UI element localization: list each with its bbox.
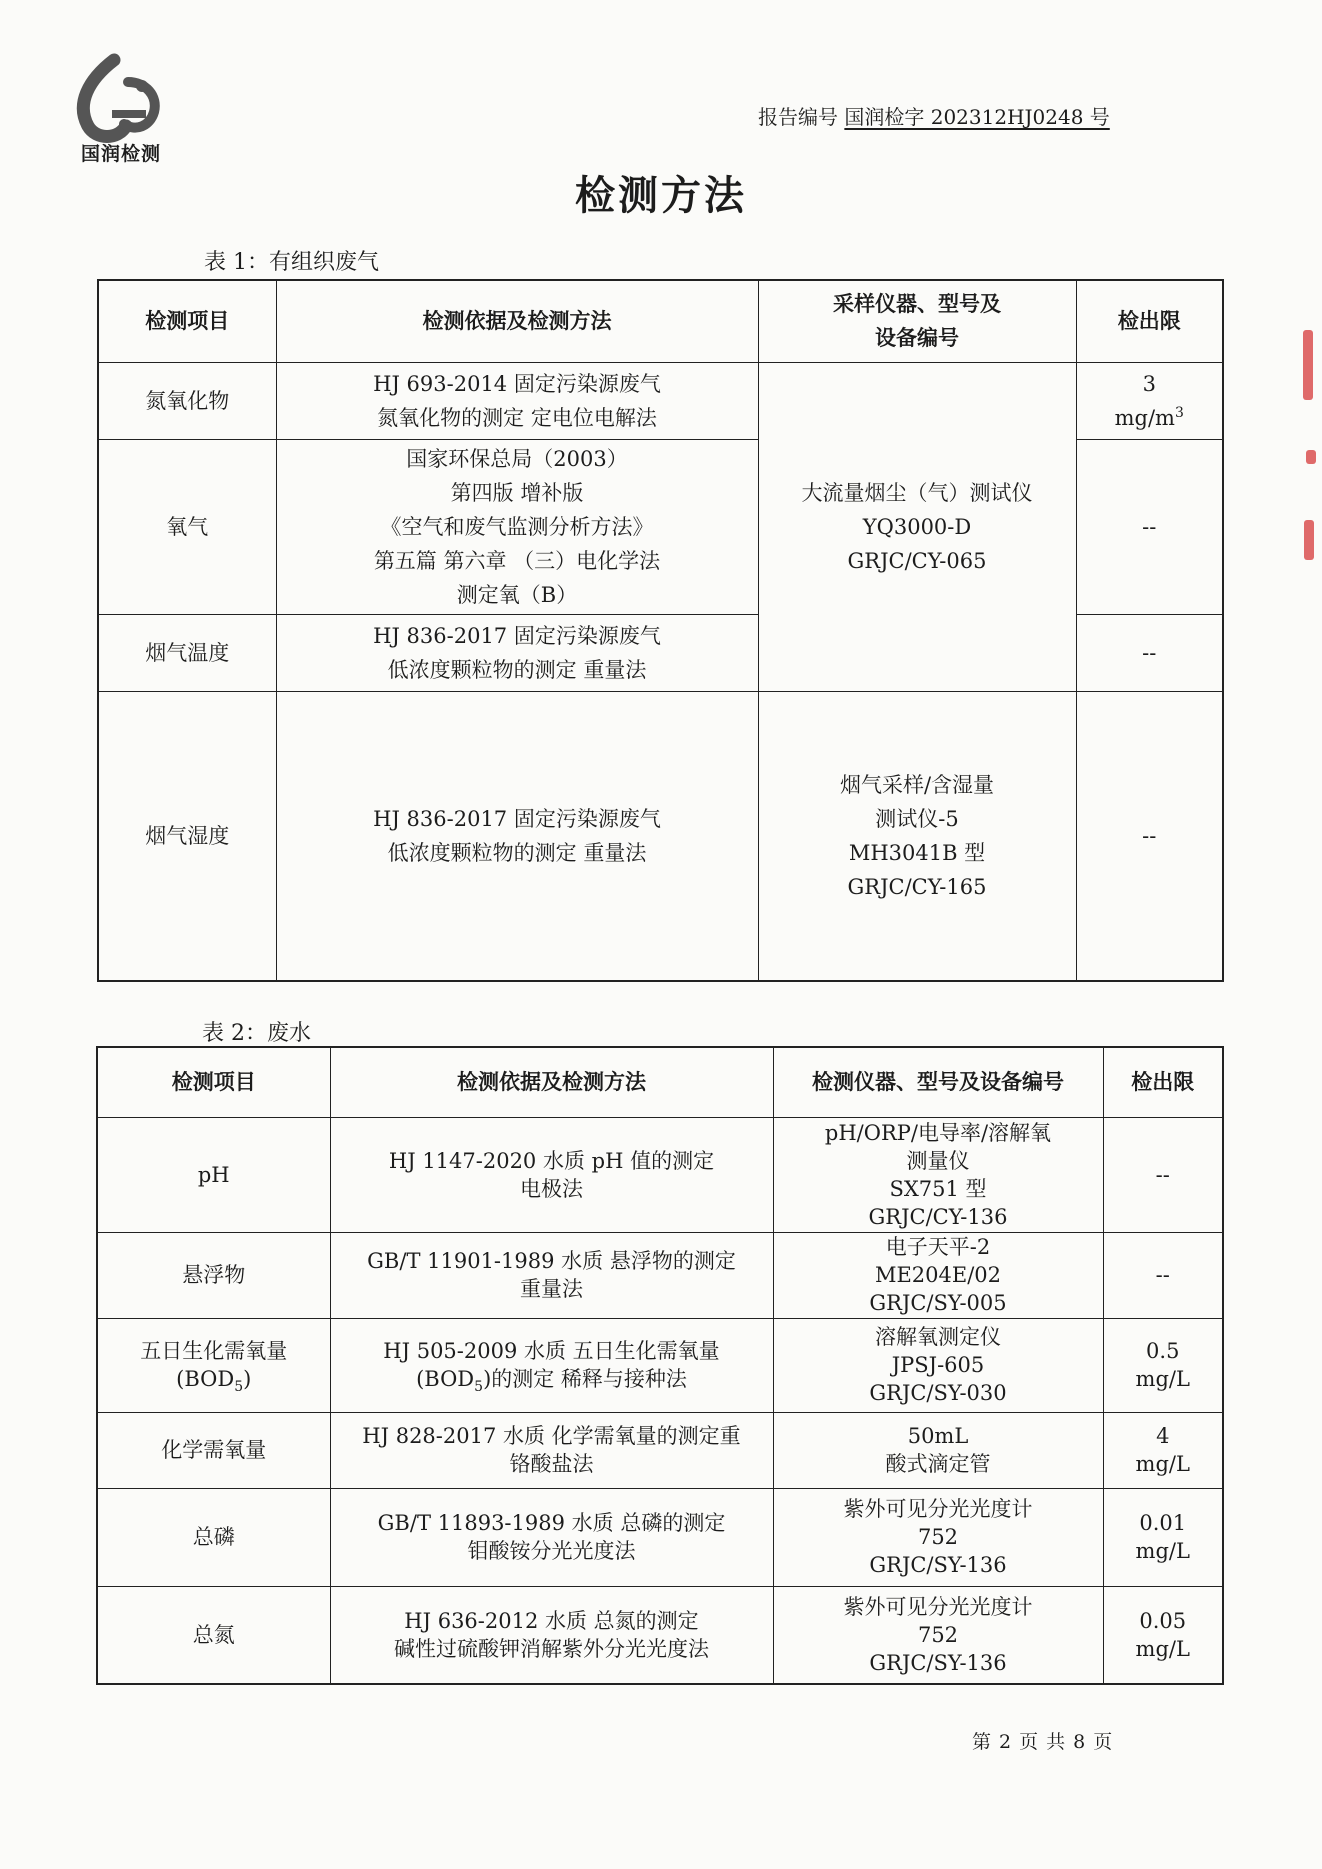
row-method: HJ 636-2012 水质 总氮的测定 碱性过硫酸钾消解紫外分光光度法 (330, 1586, 773, 1684)
row-limit: 3 $mg/m^3$ (1076, 362, 1223, 439)
row-item: 化学需氧量 (97, 1412, 330, 1488)
table-row (97, 1412, 1223, 1488)
row-instrument: 溶解氧测定仪 JPSJ-605 GRJC/SY-030 (773, 1318, 1103, 1412)
row-item: 五日生化需氧量 $(BOD_5)$ (97, 1318, 330, 1412)
row-item: 烟气湿度 (98, 691, 276, 981)
table1-caption: 表 1：有组织废气 (204, 250, 379, 275)
table1-organized-exhaust (97, 279, 1224, 982)
row-item: pH (97, 1117, 330, 1232)
row-instrument: pH/ORP/电导率/溶解氧 测量仪 SX751 型 GRJC/CY-136 (773, 1117, 1103, 1232)
report-number-label: 报告编号 (758, 105, 838, 129)
row-instrument: 电子天平-2 ME204E/02 GRJC/SY-005 (773, 1232, 1103, 1318)
table2-header-limit: 检出限 (1103, 1047, 1223, 1117)
table2-header-item: 检测项目 (97, 1047, 330, 1117)
table-row (98, 691, 1223, 981)
row-method: HJ 505-2009 水质 五日生化需氧量 $(BOD_5)$的测定 稀释与接种法 (330, 1318, 773, 1412)
row-limit: 4 mg/L (1103, 1412, 1223, 1488)
page-title: 检测方法 (575, 173, 747, 219)
row-method: 国家环保总局（2003） 第四版 增补版 《空气和废气监测分析方法》 第五篇 第六章 （三）电化学法 测定氧（B） (276, 439, 758, 614)
table2-wastewater (96, 1046, 1224, 1685)
table1-header-limit: 检出限 (1076, 280, 1223, 362)
row-limit: -- (1076, 614, 1223, 691)
row-instrument: 大流量烟尘（气）测试仪 YQ3000-D GRJC/CY-065 (758, 362, 1076, 691)
row-method: HJ 1147-2020 水质 pH 值的测定 电极法 (330, 1117, 773, 1232)
total-pages: 8 (1073, 1731, 1086, 1753)
table-row (97, 1232, 1223, 1318)
row-limit: -- (1076, 439, 1223, 614)
seal-fragment (1303, 330, 1313, 400)
table1-header-row (98, 280, 1223, 362)
page-footer: 第 2 页 共 8 页 (972, 1731, 1113, 1753)
table-row (97, 1117, 1223, 1232)
table2-caption: 表 2：废水 (202, 1021, 311, 1046)
row-limit: 0.05 mg/L (1103, 1586, 1223, 1684)
table-row (97, 1586, 1223, 1684)
row-item: 总氮 (97, 1586, 330, 1684)
row-limit: -- (1076, 691, 1223, 981)
row-instrument: 烟气采样/含湿量 测试仪-5 MH3041B 型 GRJC/CY-165 (758, 691, 1076, 981)
table-row (98, 362, 1223, 439)
row-instrument: 紫外可见分光光度计 752 GRJC/SY-136 (773, 1488, 1103, 1586)
row-item: 氧气 (98, 439, 276, 614)
table-row (97, 1488, 1223, 1586)
seal-fragment (1304, 520, 1314, 560)
table1-header-method: 检测依据及检测方法 (276, 280, 758, 362)
row-item: 总磷 (97, 1488, 330, 1586)
row-limit: -- (1103, 1232, 1223, 1318)
report-number-value: 国润检字 202312HJ0248 号 (844, 105, 1110, 129)
row-item: 悬浮物 (97, 1232, 330, 1318)
table2-header-instrument: 检测仪器、型号及设备编号 (773, 1047, 1103, 1117)
row-instrument: 50mL 酸式滴定管 (773, 1412, 1103, 1488)
row-limit: -- (1103, 1117, 1223, 1232)
report-number (758, 101, 1110, 130)
row-method: HJ 836-2017 固定污染源废气 低浓度颗粒物的测定 重量法 (276, 691, 758, 981)
row-item: 氮氧化物 (98, 362, 276, 439)
table2-header-row (97, 1047, 1223, 1117)
row-instrument: 紫外可见分光光度计 752 GRJC/SY-136 (773, 1586, 1103, 1684)
row-limit: 0.5 mg/L (1103, 1318, 1223, 1412)
row-method: HJ 828-2017 水质 化学需氧量的测定重 铬酸盐法 (330, 1412, 773, 1488)
logo-text: 国润检测 (80, 143, 161, 165)
table1-header-instrument: 采样仪器、型号及 设备编号 (758, 280, 1076, 362)
row-method: GB/T 11893-1989 水质 总磷的测定 钼酸铵分光光度法 (330, 1488, 773, 1586)
row-limit: 0.01 mg/L (1103, 1488, 1223, 1586)
row-method: HJ 693-2014 固定污染源废气 氮氧化物的测定 定电位电解法 (276, 362, 758, 439)
row-method: HJ 836-2017 固定污染源废气 低浓度颗粒物的测定 重量法 (276, 614, 758, 691)
table1-header-item: 检测项目 (98, 280, 276, 362)
current-page: 2 (999, 1731, 1012, 1753)
seal-fragment (1306, 450, 1316, 464)
table2-header-method: 检测依据及检测方法 (330, 1047, 773, 1117)
row-item: 烟气温度 (98, 614, 276, 691)
table-row (97, 1318, 1223, 1412)
row-method: GB/T 11901-1989 水质 悬浮物的测定 重量法 (330, 1232, 773, 1318)
